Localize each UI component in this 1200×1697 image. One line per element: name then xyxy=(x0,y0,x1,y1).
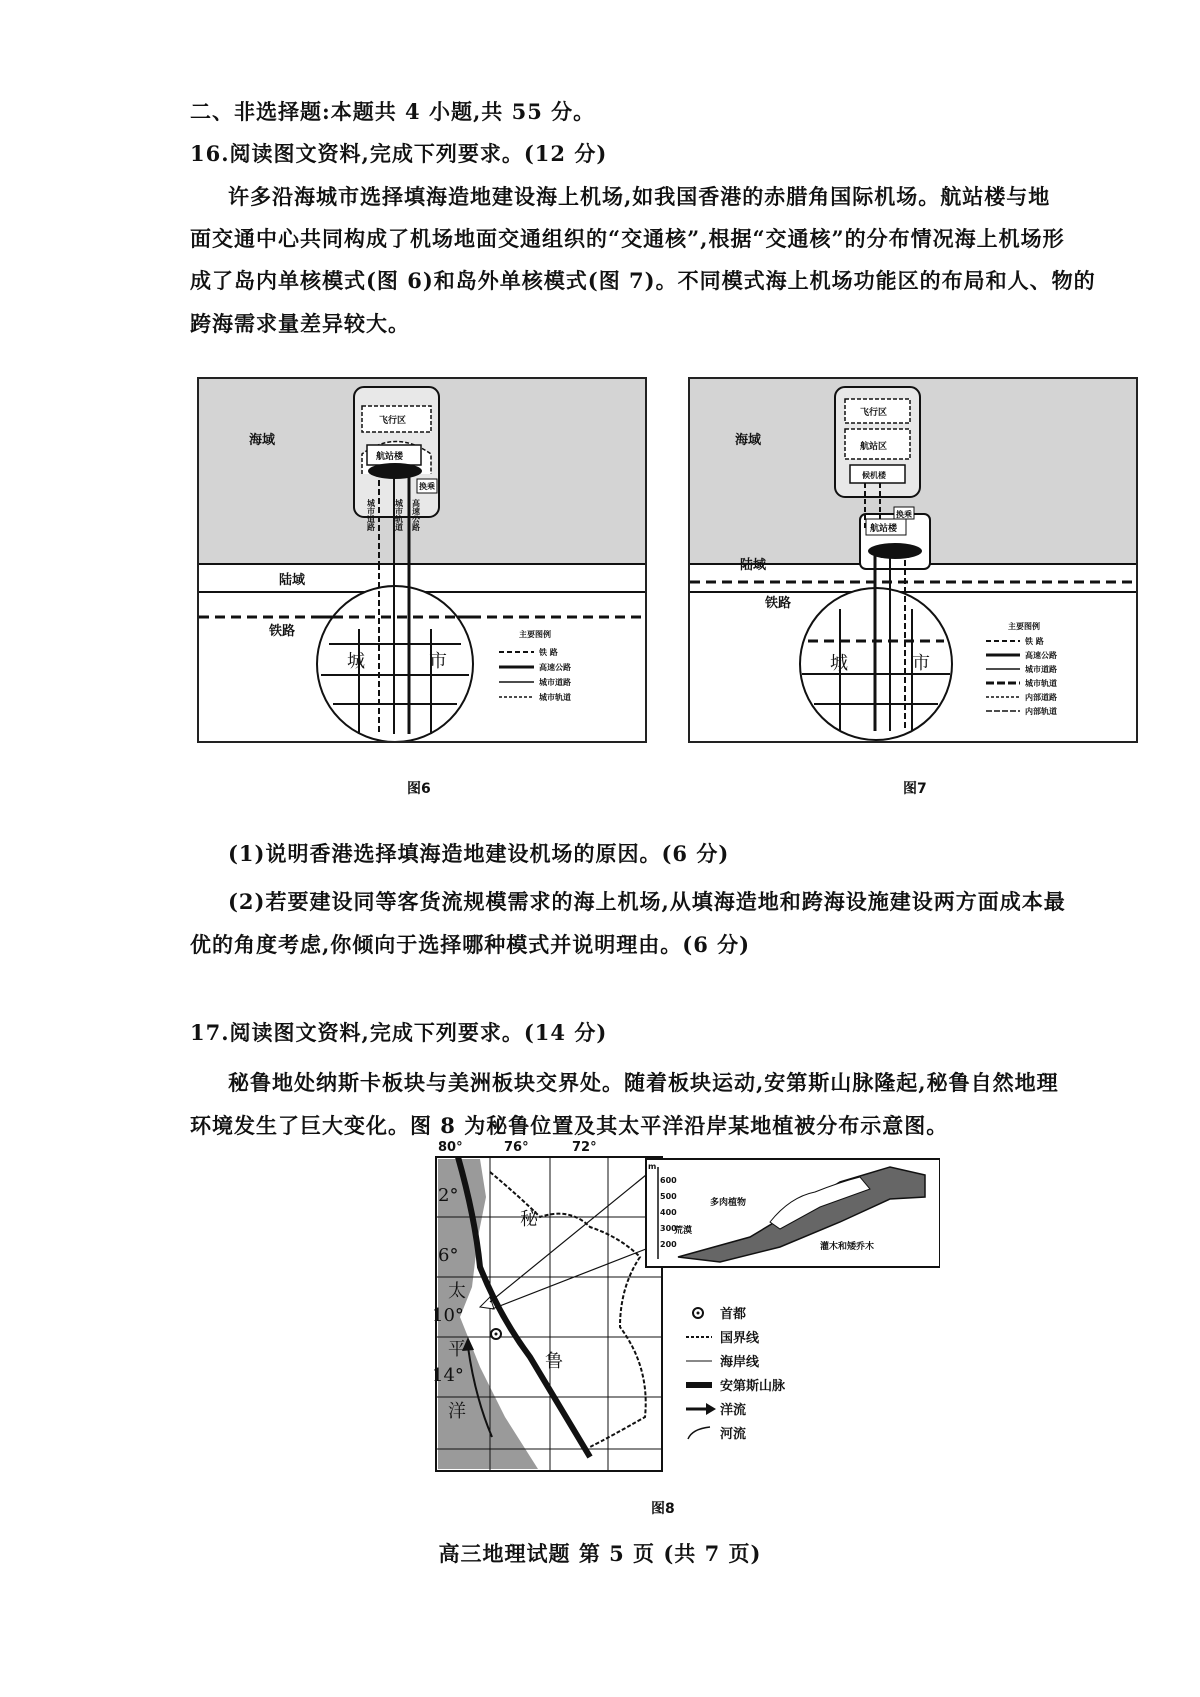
q16-para-line: 面交通中心共同构成了机场地面交通组织的“交通核”,根据“交通核”的分布情况海上机场形 xyxy=(190,226,1065,251)
svg-text:高速公路: 高速公路 xyxy=(1025,651,1057,660)
section-title: 二、非选择题:本题共 4 小题,共 55 分。 xyxy=(190,99,596,124)
road-label: 高速公路 xyxy=(411,499,421,531)
svg-text:内部道路: 内部道路 xyxy=(1025,693,1057,702)
svg-text:主要图例: 主要图例 xyxy=(519,630,551,639)
svg-text:500: 500 xyxy=(660,1192,677,1201)
sea-label: 海域 xyxy=(735,433,762,448)
svg-text:内部轨道: 内部轨道 xyxy=(1025,707,1057,716)
flight-zone-label: 飞行区 xyxy=(860,408,888,418)
lat-label: 2° xyxy=(438,1185,459,1206)
railway-label: 铁路 xyxy=(269,624,296,639)
svg-text:铁 路: 铁 路 xyxy=(539,648,558,657)
figure-8 xyxy=(420,1137,940,1477)
svg-text:安第斯山脉: 安第斯山脉 xyxy=(720,1379,786,1394)
figure-7 xyxy=(688,377,1138,743)
svg-text:主要图例: 主要图例 xyxy=(1008,622,1040,631)
map-legend xyxy=(686,1306,786,1442)
svg-text:高速公路: 高速公路 xyxy=(539,663,571,672)
city-label: 市 xyxy=(912,653,930,674)
svg-text:河流: 河流 xyxy=(720,1427,747,1442)
svg-text:海岸线: 海岸线 xyxy=(720,1355,760,1370)
lon-label: 76° xyxy=(504,1140,529,1155)
succulent-label: 多肉植物 xyxy=(710,1198,747,1208)
satellite-label: 候机楼 xyxy=(862,471,886,480)
q16-sub1: (1)说明香港选择填海造地建设机场的原因。(6 分) xyxy=(228,841,730,866)
flight-zone-label: 飞行区 xyxy=(379,416,407,426)
q16-para-line: 成了岛内单核模式(图 6)和岛外单核模式(图 7)。不同模式海上机场功能区的布局和人、物的 xyxy=(190,268,1096,293)
ocean-label: 平 xyxy=(448,1339,466,1360)
q16-sub2-line: 优的角度考虑,你倾向于选择哪种模式并说明理由。(6 分) xyxy=(190,932,751,957)
road-label: 城市道路 xyxy=(366,499,376,531)
desert-label: 荒漠 xyxy=(674,1226,693,1236)
land-label: 陆域 xyxy=(279,573,306,588)
q17-para-line: 环境发生了巨大变化。图 8 为秘鲁位置及其太平洋沿岸某地植被分布示意图。 xyxy=(190,1113,949,1138)
q17-heading: 17.阅读图文资料,完成下列要求。(14 分) xyxy=(190,1020,608,1045)
lat-label: 14° xyxy=(432,1365,464,1386)
figure-8-caption: 图8 xyxy=(651,1501,675,1517)
terminal-zone-label: 航站区 xyxy=(860,442,888,452)
svg-text:城市道路: 城市道路 xyxy=(539,678,571,687)
lon-label: 80° xyxy=(438,1140,463,1155)
svg-text:400: 400 xyxy=(660,1208,677,1217)
country-label: 秘 xyxy=(520,1209,538,1230)
hub-label: 换乘 xyxy=(419,482,435,491)
figure-7-caption: 图7 xyxy=(903,781,927,797)
svg-text:首都: 首都 xyxy=(720,1307,747,1322)
svg-text:城市轨道: 城市轨道 xyxy=(539,693,571,702)
city-label: 市 xyxy=(429,651,447,672)
ocean-label: 太 xyxy=(448,1281,466,1302)
shrub-label: 灌木和矮乔木 xyxy=(820,1242,875,1252)
q16-para-line: 许多沿海城市选择填海造地建设海上机场,如我国香港的赤腊角国际机场。航站楼与地 xyxy=(228,184,1051,209)
city-label: 城 xyxy=(830,653,848,674)
q16-heading: 16.阅读图文资料,完成下列要求。(12 分) xyxy=(190,141,608,166)
lon-label: 72° xyxy=(572,1140,597,1155)
q16-para-line: 跨海需求量差异较大。 xyxy=(190,311,410,336)
railway-label: 铁路 xyxy=(765,596,792,611)
ocean-label: 洋 xyxy=(448,1401,466,1422)
city-label: 城 xyxy=(347,651,365,672)
country-label: 鲁 xyxy=(545,1351,563,1372)
q16-sub2-line: (2)若要建设同等客货流规模需求的海上机场,从填海造地和跨海设施建设两方面成本最 xyxy=(228,889,1066,914)
svg-text:城市道路: 城市道路 xyxy=(1025,665,1057,674)
lat-label: 6° xyxy=(438,1245,459,1266)
svg-text:600: 600 xyxy=(660,1176,677,1185)
terminal-label: 航站楼 xyxy=(870,524,898,534)
hub-label: 换乘 xyxy=(896,510,912,519)
page-footer: 高三地理试题 第 5 页 (共 7 页) xyxy=(438,1541,762,1566)
sea-label: 海域 xyxy=(249,433,276,448)
svg-text:城市轨道: 城市轨道 xyxy=(1025,679,1057,688)
land-label: 陆域 xyxy=(740,558,767,573)
figure-6-caption: 图6 xyxy=(407,781,431,797)
svg-text:300: 300 xyxy=(660,1224,677,1233)
q17-para-line: 秘鲁地处纳斯卡板块与美洲板块交界处。随着板块运动,安第斯山脉隆起,秘鲁自然地理 xyxy=(228,1070,1059,1095)
terminal-label: 航站楼 xyxy=(376,452,404,462)
svg-text:200: 200 xyxy=(660,1240,677,1249)
svg-text:洋流: 洋流 xyxy=(720,1403,747,1418)
road-label: 城市轨道 xyxy=(394,499,404,531)
figure-6 xyxy=(197,377,647,743)
svg-text:铁 路: 铁 路 xyxy=(1025,637,1044,646)
svg-text:国界线: 国界线 xyxy=(720,1331,760,1346)
vegetation-inset xyxy=(646,1159,940,1267)
svg-text:m: m xyxy=(648,1162,657,1171)
lat-label: 10° xyxy=(432,1305,464,1326)
